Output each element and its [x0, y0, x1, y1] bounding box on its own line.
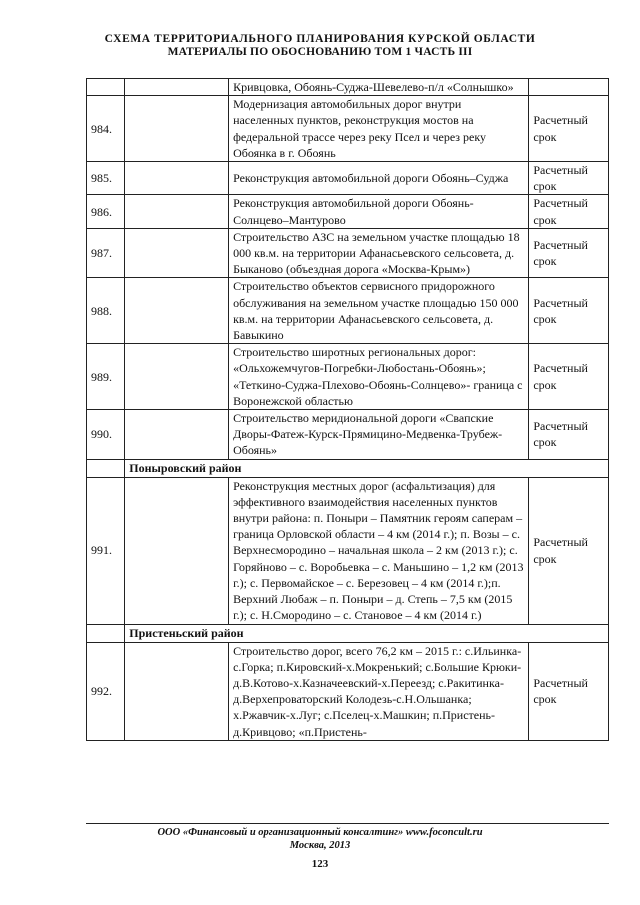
empty-cell [125, 477, 229, 624]
row-description: Реконструкция автомобильной дороги Обоянь–Суджа [229, 162, 529, 195]
row-term: Расчетный срок [529, 278, 609, 344]
row-term: Расчетный срок [529, 642, 609, 740]
row-description: Строительство объектов сервисного придорожного обслуживания на земельном участке площадью 150 000 кв.м. на территории Афанасьевского сельсовета, д. Бавыкино [229, 278, 529, 344]
empty-cell [125, 410, 229, 460]
row-term: Расчетный срок [529, 410, 609, 460]
row-number: 988. [87, 278, 125, 344]
table-row [87, 195, 609, 228]
section-row [87, 624, 609, 642]
section-row [87, 459, 609, 477]
row-term: Расчетный срок [529, 477, 609, 624]
footer-company: ООО «Финансовый и организационный консалтинг» www.foconcult.ru [157, 827, 483, 838]
empty-cell [125, 344, 229, 410]
section-title: Поныровский район [125, 459, 609, 477]
page-header [0, 33, 640, 59]
row-number: 986. [87, 195, 125, 228]
row-description: Строительство дорог, всего 76,2 км – 2015 г.: с.Ильинка-с.Горка; п.Кировский-х.Мокренький; с.Большие Крюки-д.В.Котово-х.Казначеевский-х.Переезд; с.Ракитинка-д.Верхепроваторский Колодезь-с.Н.Ольшанка; х.Ржавчик-х.Луг; с.Пселец-х.Машкин; п.Пристень-д.Кривцово; «п.Пристень- [229, 642, 529, 740]
empty-cell [87, 459, 125, 477]
row-number: 985. [87, 162, 125, 195]
empty-cell [125, 162, 229, 195]
row-number: 992. [87, 642, 125, 740]
footer-city: Москва, 2013 [289, 840, 351, 851]
row-term: Расчетный срок [529, 162, 609, 195]
row-term: Расчетный срок [529, 195, 609, 228]
row-term: Расчетный срок [529, 228, 609, 278]
row-description: Реконструкция автомобильной дороги Обоянь-Солнцево–Мантурово [229, 195, 529, 228]
projects-table [86, 78, 609, 741]
row-description: Кривцовка, Обоянь-Суджа-Шевелево-п/л «Солнышко» [229, 79, 529, 96]
table-row [87, 642, 609, 740]
empty-cell [125, 278, 229, 344]
page-number: 123 [311, 858, 329, 870]
table-row [87, 79, 609, 96]
empty-cell [125, 96, 229, 162]
empty-cell [125, 228, 229, 278]
row-number: 990. [87, 410, 125, 460]
empty-cell [87, 624, 125, 642]
row-number: 987. [87, 228, 125, 278]
row-number [87, 79, 125, 96]
table-row [87, 410, 609, 460]
table-row [87, 162, 609, 195]
header-subtitle: МАТЕРИАЛЫ ПО ОБОСНОВАНИЮ ТОМ 1 ЧАСТЬ III [167, 46, 473, 58]
row-description: Реконструкция местных дорог (асфальтизация) для эффективного взаимодействия населенных пунктов внутри района: п. Поныри – Памятник героям саперам – граница Орловской области – 4 км (2014 г.); п. Возы – с. Верхнесмородино – начальная школа – 2 км (2013 г.); с. Горяйново – с. Воробьевка – с. Маньшино – 1,2 км (2013 г.); с. Первомайское – с. Березовец – 4 км (2014 г.);п. Верхний Любаж – п. Поныри – д. Степь – 7,5 км (2015 г.); с. Н.Смородино – с. Становое – 4 км (2014 г.) [229, 477, 529, 624]
row-term [529, 79, 609, 96]
page-footer [0, 826, 640, 852]
row-number: 989. [87, 344, 125, 410]
empty-cell [125, 642, 229, 740]
row-description: Модернизация автомобильных дорог внутри населенных пунктов, реконструкция мостов на федеральной трассе через реку Псел и через реку Обоянка в г. Обоянь [229, 96, 529, 162]
row-number: 984. [87, 96, 125, 162]
row-term: Расчетный срок [529, 96, 609, 162]
row-term: Расчетный срок [529, 344, 609, 410]
empty-cell [125, 195, 229, 228]
row-number: 991. [87, 477, 125, 624]
row-description: Строительство АЗС на земельном участке площадью 18 000 кв.м. на территории Афанасьевского сельсовета, д. Быканово (объездная дорога «Москва-Крым») [229, 228, 529, 278]
table-row [87, 96, 609, 162]
row-description: Строительство меридиональной дороги «Свапские Дворы-Фатеж-Курск-Прямицино-Медвенка-Трубеж-Обоянь» [229, 410, 529, 460]
section-title: Пристеньский район [125, 624, 609, 642]
table-row [87, 228, 609, 278]
row-description: Строительство широтных региональных дорог: «Ольхожемчугов-Погребки-Любостань-Обоянь»; «Теткино-Суджа-Плехово-Обоянь-Солнцево»- граница с Воронежской областью [229, 344, 529, 410]
empty-cell [125, 79, 229, 96]
footer-divider [86, 823, 609, 824]
table-row [87, 278, 609, 344]
table-row [87, 344, 609, 410]
header-title: СХЕМА ТЕРРИТОРИАЛЬНОГО ПЛАНИРОВАНИЯ КУРСКОЙ ОБЛАСТИ [104, 33, 536, 45]
table-row [87, 477, 609, 624]
